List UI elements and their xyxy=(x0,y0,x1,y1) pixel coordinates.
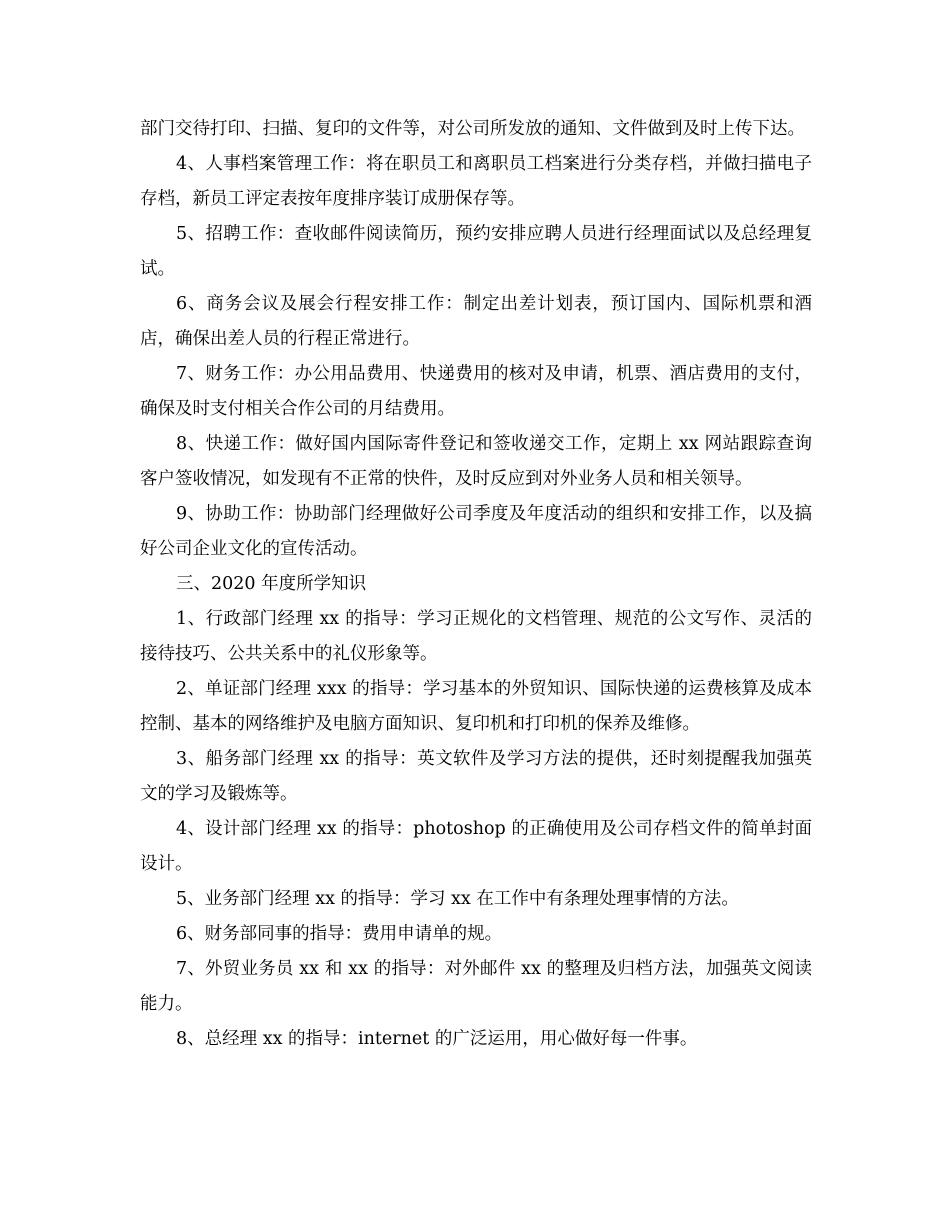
knowledge-item-4: 4、设计部门经理 xx 的指导：photoshop 的正确使用及公司存档文件的简单封面设计。 xyxy=(140,819,812,874)
knowledge-item-8: 8、总经理 xx 的指导：internet 的广泛运用，用心做好每一件事。 xyxy=(176,1029,698,1049)
paragraph-item-4: 4、人事档案管理工作：将在职员工和离职员工档案进行分类存档，并做扫描电子存档，新员工评定表按年度排序装订成册保存等。 xyxy=(140,154,812,209)
paragraph-item-7: 7、财务工作：办公用品费用、快递费用的核对及申请，机票、酒店费用的支付，确保及时支付相关合作公司的月结费用。 xyxy=(140,364,812,419)
knowledge-item-5: 5、业务部门经理 xx 的指导：学习 xx 在工作中有条理处理事情的方法。 xyxy=(176,889,739,909)
paragraph-item-6: 6、商务会议及展会行程安排工作：制定出差计划表，预订国内、国际机票和酒店，确保出差人员的行程正常进行。 xyxy=(140,294,812,349)
paragraph-continued: 部门交待打印、扫描、复印的文件等，对公司所发放的通知、文件做到及时上传下达。 xyxy=(140,119,805,139)
paragraph-item-5: 5、招聘工作：查收邮件阅读简历，预约安排应聘人员进行经理面试以及总经理复试。 xyxy=(140,224,812,279)
knowledge-item-6: 6、财务部同事的指导：费用申请单的规。 xyxy=(176,924,503,944)
section-heading: 三、2020 年度所学知识 xyxy=(176,574,367,594)
document-page xyxy=(140,112,812,1057)
paragraph-item-8: 8、快递工作：做好国内国际寄件登记和签收递交工作，定期上 xx 网站跟踪查询客户签收情况，如发现有不正常的快件，及时反应到对外业务人员和相关领导。 xyxy=(140,434,812,489)
knowledge-item-1: 1、行政部门经理 xx 的指导：学习正规化的文档管理、规范的公文写作、灵活的接待技巧、公共关系中的礼仪形象等。 xyxy=(140,609,812,664)
knowledge-item-3: 3、船务部门经理 xx 的指导：英文软件及学习方法的提供，还时刻提醒我加强英文的学习及锻炼等。 xyxy=(140,749,812,804)
knowledge-item-2: 2、单证部门经理 xxx 的指导：学习基本的外贸知识、国际快递的运费核算及成本控制、基本的网络维护及电脑方面知识、复印机和打印机的保养及维修。 xyxy=(140,679,812,734)
paragraph-item-9: 9、协助工作：协助部门经理做好公司季度及年度活动的组织和安排工作，以及搞好公司企业文化的宣传活动。 xyxy=(140,504,812,559)
knowledge-item-7: 7、外贸业务员 xx 和 xx 的指导：对外邮件 xx 的整理及归档方法，加强英文阅读能力。 xyxy=(140,959,812,1014)
